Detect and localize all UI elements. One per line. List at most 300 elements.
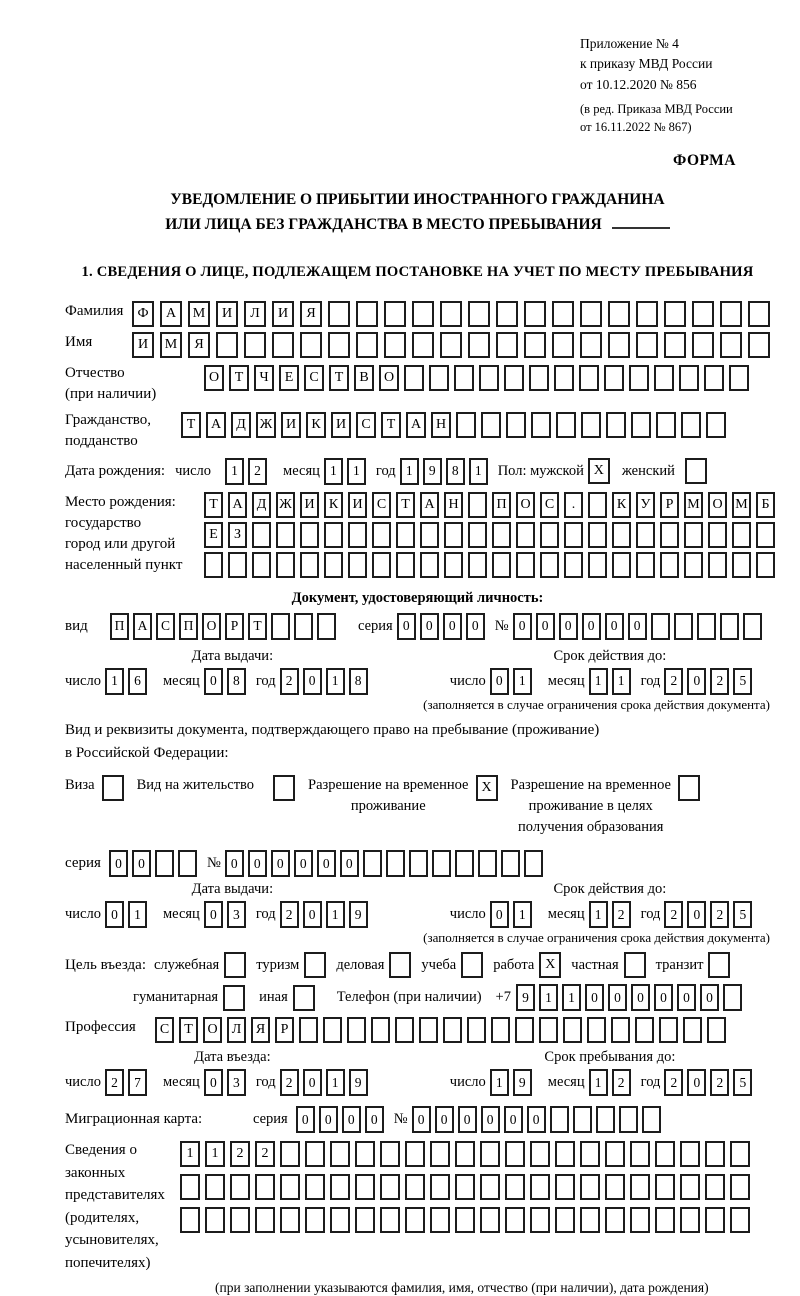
char-box[interactable] [636,301,658,327]
char-box[interactable]: Л [227,1017,246,1043]
edu-permit-checkbox[interactable] [678,775,700,801]
char-box[interactable]: А [133,613,152,640]
char-box[interactable] [636,552,655,578]
char-box[interactable] [732,552,751,578]
char-box[interactable] [455,850,474,877]
char-box[interactable]: 0 [412,1106,431,1133]
char-box[interactable] [630,1207,650,1233]
char-box[interactable]: М [188,301,210,327]
char-box[interactable] [380,1207,400,1233]
char-box[interactable] [419,1017,438,1043]
char-box[interactable] [384,301,406,327]
char-box[interactable] [363,850,382,877]
char-box[interactable] [530,1174,550,1200]
char-box[interactable] [396,552,415,578]
char-box[interactable] [664,301,686,327]
char-box[interactable]: Д [231,412,251,438]
char-box[interactable]: 2 [612,1069,631,1096]
char-box[interactable] [515,1017,534,1043]
char-box[interactable]: 0 [631,984,650,1011]
char-box[interactable]: 0 [677,984,696,1011]
char-box[interactable] [305,1207,325,1233]
char-box[interactable] [293,985,315,1011]
doc-valid-year[interactable] [664,668,756,695]
char-box[interactable]: П [179,613,198,640]
char-box[interactable] [204,552,223,578]
char-box[interactable] [630,1174,650,1200]
char-box[interactable] [580,1174,600,1200]
entry-month[interactable] [204,1069,250,1096]
char-box[interactable] [330,1174,350,1200]
stay-series-boxes[interactable] [109,850,201,877]
char-box[interactable] [681,412,701,438]
char-box[interactable] [705,1207,725,1233]
stay-issued-year[interactable] [280,901,372,928]
purpose-opt-0-checkbox[interactable] [224,952,246,978]
char-box[interactable] [348,552,367,578]
char-box[interactable] [656,412,676,438]
char-box[interactable]: 2 [710,1069,729,1096]
char-box[interactable] [155,850,174,877]
char-box[interactable]: И [300,492,319,518]
char-box[interactable] [604,365,624,391]
char-box[interactable]: 1 [469,458,488,485]
char-box[interactable] [317,613,336,640]
char-box[interactable]: 0 [204,668,223,695]
char-box[interactable] [468,301,490,327]
stay-valid-year[interactable] [664,901,756,928]
char-box[interactable] [683,1017,702,1043]
char-box[interactable] [355,1174,375,1200]
char-box[interactable]: 0 [225,850,244,877]
char-box[interactable]: 2 [255,1141,275,1167]
char-box[interactable] [664,332,686,358]
char-box[interactable]: С [304,365,324,391]
char-box[interactable] [412,332,434,358]
char-box[interactable]: С [372,492,391,518]
char-box[interactable] [180,1174,200,1200]
char-box[interactable] [272,332,294,358]
char-box[interactable]: 0 [608,984,627,1011]
char-box[interactable]: 0 [559,613,578,640]
temp-permit-checkbox[interactable] [476,775,498,801]
char-box[interactable] [205,1207,225,1233]
char-box[interactable] [680,1174,700,1200]
char-box[interactable] [555,1174,575,1200]
char-box[interactable]: 1 [324,458,343,485]
char-box[interactable] [660,522,679,548]
char-box[interactable]: 1 [347,458,366,485]
purpose-opt-6-checkbox[interactable] [708,952,730,978]
char-box[interactable]: И [216,301,238,327]
char-box[interactable] [564,522,583,548]
doc-series-boxes[interactable] [397,613,489,640]
char-box[interactable] [356,332,378,358]
char-box[interactable] [573,1106,592,1133]
given-name-boxes[interactable] [132,332,776,358]
char-box[interactable] [323,1017,342,1043]
char-box[interactable]: А [420,492,439,518]
char-box[interactable] [430,1174,450,1200]
char-box[interactable]: Я [300,301,322,327]
char-box[interactable]: 0 [204,1069,223,1096]
char-box[interactable] [328,301,350,327]
char-box[interactable]: Т [181,412,201,438]
char-box[interactable]: 0 [490,668,509,695]
stay-valid-day[interactable] [490,901,536,928]
char-box[interactable]: 0 [294,850,313,877]
char-box[interactable]: О [202,613,221,640]
citizenship-boxes[interactable] [181,412,731,438]
char-box[interactable] [635,1017,654,1043]
char-box[interactable]: 1 [513,668,532,695]
purpose-opt-1-checkbox[interactable] [304,952,326,978]
char-box[interactable]: С [356,412,376,438]
char-box[interactable] [756,552,775,578]
birth-place-row2[interactable] [204,522,780,548]
char-box[interactable] [505,1141,525,1167]
char-box[interactable] [276,522,295,548]
char-box[interactable]: К [612,492,631,518]
char-box[interactable]: 0 [605,613,624,640]
char-box[interactable]: Т [248,613,267,640]
doc-issued-month[interactable] [204,668,250,695]
doc-number-boxes[interactable] [513,613,766,640]
purpose-opt-3-checkbox[interactable] [461,952,483,978]
char-box[interactable]: 0 [582,613,601,640]
char-box[interactable]: О [516,492,535,518]
char-box[interactable] [524,850,543,877]
char-box[interactable] [580,301,602,327]
char-box[interactable] [516,552,535,578]
char-box[interactable]: 0 [248,850,267,877]
birth-day-boxes[interactable] [225,458,271,485]
char-box[interactable] [705,1141,725,1167]
char-box[interactable] [405,1174,425,1200]
birth-year-boxes[interactable] [400,458,492,485]
char-box[interactable] [468,552,487,578]
char-box[interactable]: 2 [280,901,299,928]
sex-male-checkbox[interactable] [588,458,610,484]
char-box[interactable] [255,1207,275,1233]
stay-until-year[interactable] [664,1069,756,1096]
char-box[interactable]: 0 [340,850,359,877]
char-box[interactable]: О [204,365,224,391]
char-box[interactable] [605,1207,625,1233]
birth-place-row3[interactable] [204,552,780,578]
char-box[interactable]: Т [229,365,249,391]
char-box[interactable] [555,1141,575,1167]
char-box[interactable] [556,412,576,438]
char-box[interactable] [216,332,238,358]
visa-checkbox[interactable] [102,775,124,801]
char-box[interactable] [467,1017,486,1043]
char-box[interactable]: 1 [128,901,147,928]
char-box[interactable] [655,1207,675,1233]
char-box[interactable]: О [379,365,399,391]
char-box[interactable] [720,301,742,327]
char-box[interactable] [579,365,599,391]
char-box[interactable]: Я [251,1017,270,1043]
char-box[interactable]: 2 [105,1069,124,1096]
char-box[interactable] [581,412,601,438]
char-box[interactable] [708,952,730,978]
char-box[interactable]: 0 [504,1106,523,1133]
char-box[interactable] [492,522,511,548]
char-box[interactable]: С [155,1017,174,1043]
char-box[interactable] [102,775,124,801]
char-box[interactable] [505,1207,525,1233]
char-box[interactable]: 2 [280,1069,299,1096]
char-box[interactable] [300,522,319,548]
char-box[interactable] [697,613,716,640]
char-box[interactable]: 5 [733,668,752,695]
char-box[interactable] [707,1017,726,1043]
stay-number-boxes[interactable] [225,850,547,877]
char-box[interactable] [299,1017,318,1043]
char-box[interactable] [743,613,762,640]
char-box[interactable] [605,1141,625,1167]
char-box[interactable]: П [492,492,511,518]
char-box[interactable] [660,552,679,578]
stay-until-day[interactable] [490,1069,536,1096]
char-box[interactable]: 0 [458,1106,477,1133]
char-box[interactable]: 0 [296,1106,315,1133]
char-box[interactable] [430,1207,450,1233]
char-box[interactable]: . [564,492,583,518]
char-box[interactable] [395,1017,414,1043]
char-box[interactable] [252,552,271,578]
char-box[interactable] [371,1017,390,1043]
char-box[interactable]: С [540,492,559,518]
char-box[interactable] [692,332,714,358]
char-box[interactable] [655,1141,675,1167]
char-box[interactable] [455,1141,475,1167]
char-box[interactable]: У [636,492,655,518]
char-box[interactable]: П [110,613,129,640]
char-box[interactable] [680,1207,700,1233]
char-box[interactable] [461,952,483,978]
char-box[interactable] [723,984,742,1011]
char-box[interactable] [619,1106,638,1133]
char-box[interactable] [588,522,607,548]
char-box[interactable] [372,522,391,548]
char-box[interactable] [612,522,631,548]
char-box[interactable]: З [228,522,247,548]
char-box[interactable] [596,1106,615,1133]
char-box[interactable] [178,850,197,877]
char-box[interactable] [530,1207,550,1233]
char-box[interactable] [748,301,770,327]
char-box[interactable] [481,412,501,438]
doc-valid-day[interactable] [490,668,536,695]
char-box[interactable]: 1 [612,668,631,695]
char-box[interactable] [294,613,313,640]
char-box[interactable] [624,952,646,978]
char-box[interactable] [655,1174,675,1200]
char-box[interactable]: 0 [513,613,532,640]
stay-issued-day[interactable] [105,901,151,928]
char-box[interactable] [440,301,462,327]
char-box[interactable] [492,552,511,578]
char-box[interactable] [496,332,518,358]
char-box[interactable] [630,1141,650,1167]
char-box[interactable] [276,552,295,578]
char-box[interactable] [324,522,343,548]
char-box[interactable]: 5 [733,901,752,928]
char-box[interactable] [455,1207,475,1233]
char-box[interactable]: 5 [733,1069,752,1096]
char-box[interactable] [228,552,247,578]
char-box[interactable] [706,412,726,438]
char-box[interactable]: X [588,458,610,484]
char-box[interactable]: Е [204,522,223,548]
char-box[interactable]: А [206,412,226,438]
char-box[interactable]: Д [252,492,271,518]
char-box[interactable] [404,365,424,391]
purpose-opt-2-checkbox[interactable] [389,952,411,978]
char-box[interactable] [496,301,518,327]
char-box[interactable] [468,492,487,518]
char-box[interactable] [501,850,520,877]
char-box[interactable] [444,552,463,578]
char-box[interactable] [524,301,546,327]
char-box[interactable]: Р [275,1017,294,1043]
char-box[interactable] [504,365,524,391]
char-box[interactable] [530,1141,550,1167]
char-box[interactable] [480,1174,500,1200]
entry-year[interactable] [280,1069,372,1096]
char-box[interactable] [255,1174,275,1200]
purpose-opt-4-checkbox[interactable] [539,952,561,978]
purpose-opt-7-checkbox[interactable] [223,985,245,1011]
char-box[interactable] [563,1017,582,1043]
char-box[interactable]: 1 [180,1141,200,1167]
char-box[interactable] [705,1174,725,1200]
char-box[interactable] [651,613,670,640]
char-box[interactable]: А [160,301,182,327]
entry-day[interactable] [105,1069,151,1096]
char-box[interactable] [588,492,607,518]
char-box[interactable]: 2 [612,901,631,928]
char-box[interactable]: Т [381,412,401,438]
char-box[interactable] [554,365,574,391]
char-box[interactable]: 1 [326,901,345,928]
char-box[interactable]: 0 [490,901,509,928]
birth-place-row1[interactable] [204,492,780,518]
char-box[interactable]: 8 [446,458,465,485]
char-box[interactable] [506,412,526,438]
char-box[interactable] [588,552,607,578]
char-box[interactable] [680,1141,700,1167]
char-box[interactable]: 1 [326,1069,345,1096]
char-box[interactable] [348,522,367,548]
char-box[interactable]: 0 [628,613,647,640]
char-box[interactable] [480,1141,500,1167]
char-box[interactable] [678,775,700,801]
profession-boxes[interactable] [155,1017,731,1043]
char-box[interactable] [580,1207,600,1233]
sex-female-checkbox[interactable] [685,458,707,484]
char-box[interactable]: М [732,492,751,518]
char-box[interactable] [708,522,727,548]
char-box[interactable]: 0 [443,613,462,640]
char-box[interactable]: 1 [205,1141,225,1167]
representatives-row2[interactable] [180,1174,755,1200]
char-box[interactable]: 1 [589,668,608,695]
char-box[interactable]: 0 [303,901,322,928]
char-box[interactable]: X [539,952,561,978]
char-box[interactable]: Ч [254,365,274,391]
stay-issued-month[interactable] [204,901,250,928]
char-box[interactable]: 1 [490,1069,509,1096]
char-box[interactable] [684,522,703,548]
char-box[interactable]: 9 [423,458,442,485]
char-box[interactable] [730,1207,750,1233]
char-box[interactable]: Т [179,1017,198,1043]
char-box[interactable]: 1 [105,668,124,695]
char-box[interactable] [748,332,770,358]
char-box[interactable]: 0 [109,850,128,877]
char-box[interactable]: К [306,412,326,438]
char-box[interactable] [704,365,724,391]
char-box[interactable] [468,522,487,548]
residence-permit-checkbox[interactable] [273,775,295,801]
char-box[interactable] [659,1017,678,1043]
char-box[interactable]: О [708,492,727,518]
char-box[interactable] [380,1174,400,1200]
char-box[interactable]: 1 [513,901,532,928]
char-box[interactable]: 0 [700,984,719,1011]
char-box[interactable]: Т [396,492,415,518]
char-box[interactable]: 9 [513,1069,532,1096]
char-box[interactable] [684,552,703,578]
char-box[interactable]: И [331,412,351,438]
char-box[interactable]: И [272,301,294,327]
char-box[interactable] [271,613,290,640]
char-box[interactable]: 1 [400,458,419,485]
char-box[interactable]: Л [244,301,266,327]
char-box[interactable]: Я [188,332,210,358]
char-box[interactable] [396,522,415,548]
char-box[interactable] [729,365,749,391]
char-box[interactable]: 0 [687,668,706,695]
char-box[interactable] [679,365,699,391]
char-box[interactable] [529,365,549,391]
char-box[interactable] [443,1017,462,1043]
char-box[interactable] [223,985,245,1011]
char-box[interactable]: 0 [466,613,485,640]
phone-boxes[interactable] [516,984,746,1011]
char-box[interactable] [456,412,476,438]
char-box[interactable] [409,850,428,877]
char-box[interactable]: 0 [303,668,322,695]
char-box[interactable] [324,552,343,578]
char-box[interactable] [280,1141,300,1167]
char-box[interactable]: Ж [256,412,276,438]
char-box[interactable] [550,1106,569,1133]
char-box[interactable] [440,332,462,358]
char-box[interactable] [355,1207,375,1233]
char-box[interactable]: 0 [536,613,555,640]
doc-kind-boxes[interactable] [110,613,340,640]
char-box[interactable] [540,552,559,578]
char-box[interactable] [730,1174,750,1200]
char-box[interactable] [636,522,655,548]
char-box[interactable] [356,301,378,327]
char-box[interactable] [708,552,727,578]
char-box[interactable] [300,332,322,358]
